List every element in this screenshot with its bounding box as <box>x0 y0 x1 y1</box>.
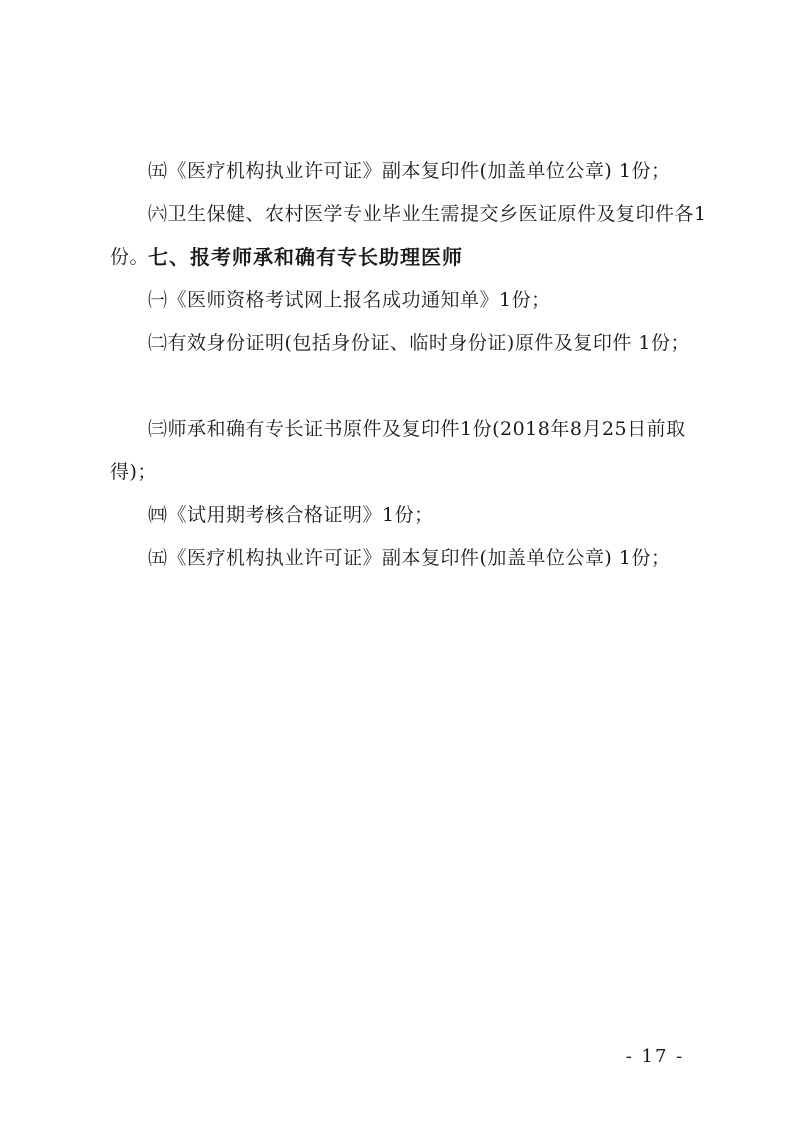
item-5-license-copy: ㈤《医疗机构执业许可证》副本复印件(加盖单位公章) 1份； <box>148 160 671 182</box>
item-4-probation-certificate: ㈣《试用期考核合格证明》1份； <box>148 504 434 526</box>
item-6-village-doctor-certificate: ㈥卫生保健、农村医学专业毕业生需提交乡医证原件及复印件各1份。 <box>110 203 707 268</box>
page-number: - 17 - <box>625 1046 685 1067</box>
item-1-registration-notice: ㈠《医师资格考试网上报名成功通知单》1份； <box>148 289 551 311</box>
item-3-mentorship-certificate: ㈢师承和确有专长证书原件及复印件1份(2018年8月25日前取得)； <box>110 418 686 483</box>
item-5-license-copy-repeat: ㈤《医疗机构执业许可证》副本复印件(加盖单位公章) 1份； <box>148 547 671 569</box>
item-2-identity-proof: ㈡有效身份证明(包括身份证、临时身份证)原件及复印件 1份； <box>148 332 690 354</box>
section-heading-seven: 七、报考师承和确有专长助理医师 <box>148 245 463 269</box>
